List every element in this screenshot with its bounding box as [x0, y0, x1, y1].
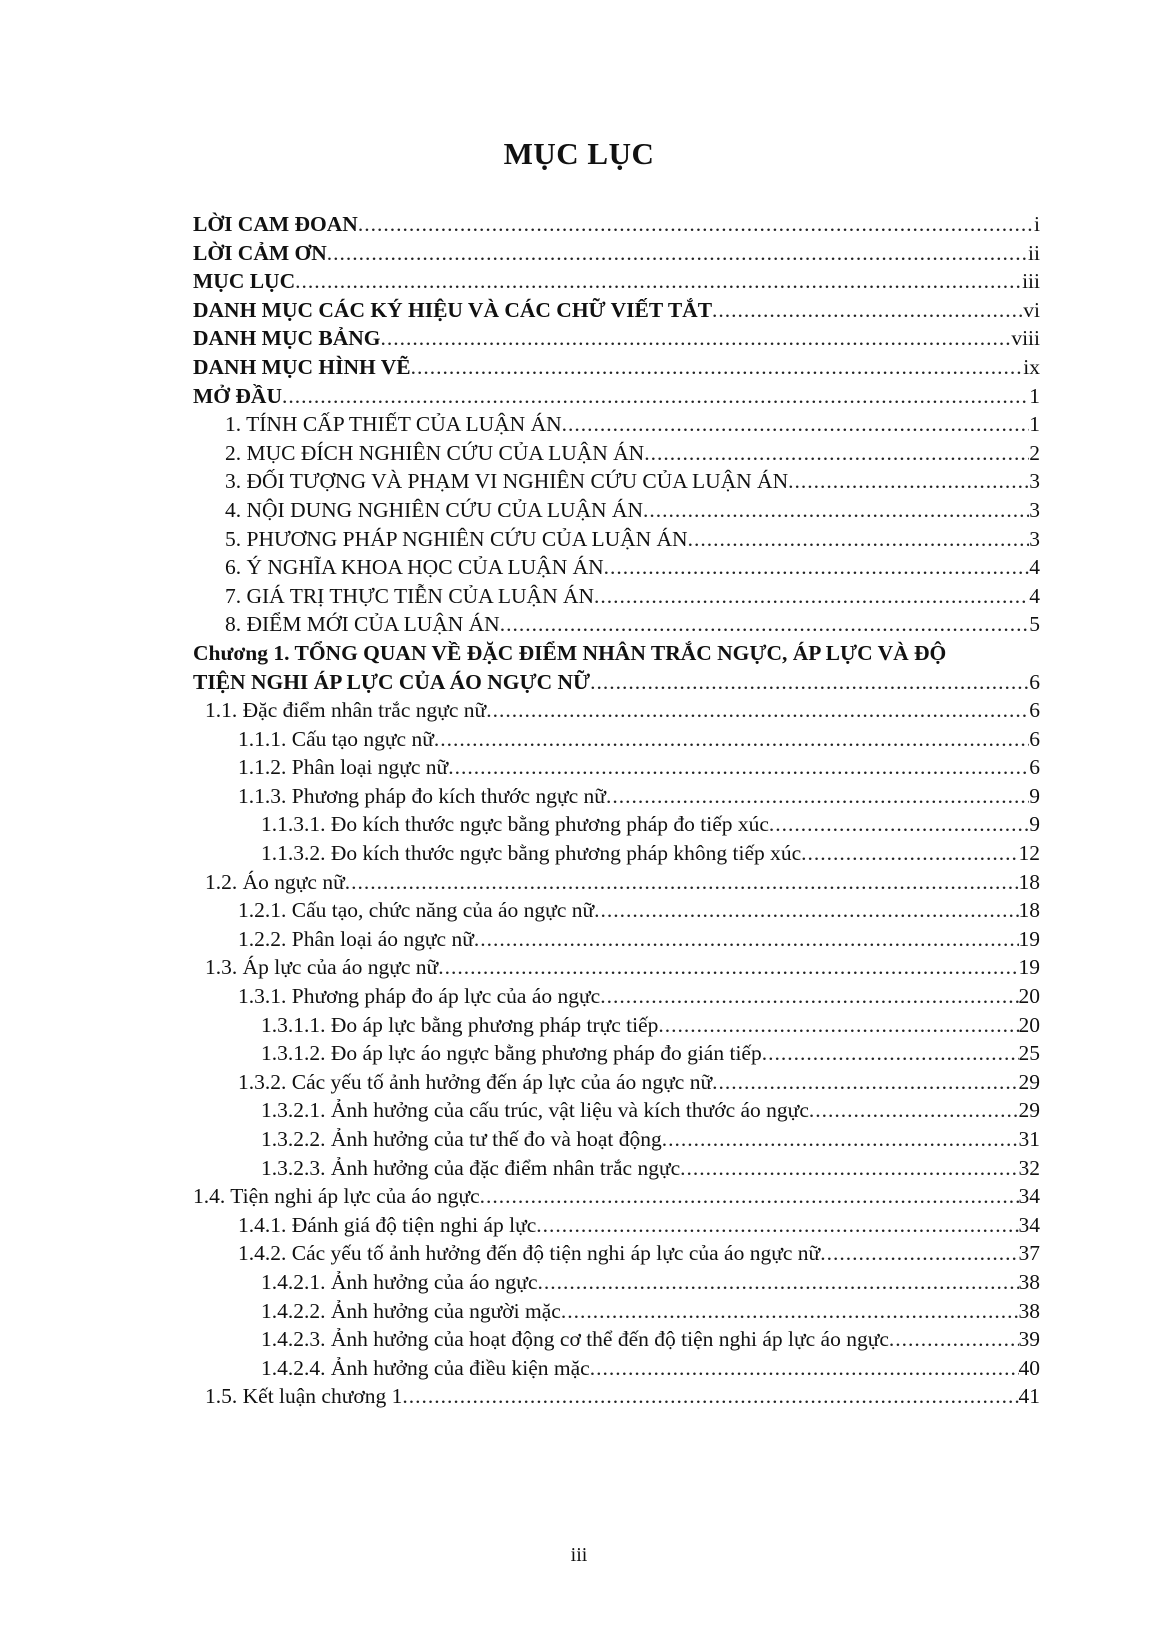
dot-leader — [809, 1098, 1019, 1123]
toc-entry[interactable] — [193, 1013, 1040, 1042]
toc-entry-page: ii — [1028, 240, 1040, 265]
toc-entry-title: 1.1. Đặc điểm nhân trắc ngực nữ — [205, 698, 487, 723]
toc-entry[interactable] — [193, 984, 1040, 1013]
dot-leader — [801, 841, 1018, 866]
dot-leader — [658, 1013, 1018, 1038]
toc-entry[interactable] — [193, 469, 1040, 498]
toc-entry-title: 1.4.2.1. Ảnh hưởng của áo ngực — [261, 1269, 538, 1294]
toc-entry-title: DANH MỤC CÁC KÝ HIỆU VÀ CÁC CHỮ VIẾT TẮT — [193, 297, 713, 322]
dot-leader — [594, 584, 1029, 609]
toc-entry-title: LỜI CẢM ƠN — [193, 240, 327, 265]
page-number: iii — [570, 1544, 588, 1566]
chapter-heading-line2[interactable] — [193, 670, 1040, 699]
chapter-heading-text: TIỆN NGHI ÁP LỰC CỦA ÁO NGỰC NỮ — [193, 669, 591, 694]
toc-entry-page: i — [1034, 212, 1040, 236]
toc-entry-page: 1 — [1029, 383, 1040, 408]
toc-entry-page: 18 — [1018, 898, 1040, 923]
toc-entry-page: 39 — [1018, 1327, 1040, 1352]
dot-leader — [480, 1184, 1019, 1209]
chapter-heading-line1: Chương 1. TỔNG QUAN VỀ ĐẶC ĐIỂM NHÂN TRẮC NGỰC, ÁP LỰC VÀ ĐỘ — [193, 640, 947, 665]
toc-entry[interactable] — [193, 1241, 1040, 1270]
toc-entry-page: 25 — [1018, 1041, 1040, 1066]
dot-leader — [820, 1241, 1018, 1266]
toc-entry[interactable] — [193, 955, 1040, 984]
toc-entry-title: 1.3. Áp lực của áo ngực nữ — [205, 955, 439, 980]
toc-entry-page: 34 — [1018, 1184, 1040, 1209]
toc-entry[interactable] — [193, 298, 1040, 327]
toc-entry-page: 20 — [1018, 984, 1040, 1009]
toc-entry-page: 3 — [1029, 469, 1040, 494]
dot-leader — [594, 898, 1018, 923]
toc-entry-title: 7. GIÁ TRỊ THỰC TIỄN CỦA LUẬN ÁN — [225, 583, 595, 608]
dot-leader — [688, 527, 1030, 552]
page-title: MỤC LỤC — [503, 136, 655, 171]
toc-entry-title: 8. ĐIỂM MỚI CỦA LUẬN ÁN — [225, 612, 500, 637]
toc-entry-title: 1. TÍNH CẤP THIẾT CỦA LUẬN ÁN — [225, 412, 562, 437]
toc-entry[interactable] — [193, 241, 1040, 270]
toc-entry-title: 1.3.1.2. Đo áp lực áo ngực bằng phương pháp đo gián tiếp — [261, 1041, 762, 1066]
toc-entry-title: 1.4.1. Đánh giá độ tiện nghi áp lực — [238, 1212, 537, 1237]
dot-leader — [474, 927, 1019, 952]
toc-entry-page: 32 — [1018, 1155, 1040, 1180]
toc-entry[interactable] — [193, 898, 1040, 927]
toc-entry-page: 40 — [1018, 1355, 1040, 1380]
toc-entry-title: 1.3.2.2. Ảnh hưởng của tư thế đo và hoạt động — [261, 1127, 662, 1151]
dot-leader — [606, 784, 1029, 809]
toc-entry-title: 4. NỘI DUNG NGHIÊN CỨU CỦA LUẬN ÁN — [225, 497, 643, 522]
dot-leader — [486, 698, 1029, 723]
toc-entry-page: 19 — [1018, 955, 1040, 980]
toc-entry-page: 6 — [1029, 698, 1040, 723]
toc-entry[interactable] — [193, 1270, 1040, 1299]
toc-entry[interactable] — [193, 1213, 1040, 1242]
dot-leader — [327, 241, 1028, 266]
toc-entry-title: 1.1.2. Phân loại ngực nữ — [238, 755, 449, 780]
toc-entry-title: 1.4. Tiện nghi áp lực của áo ngực — [193, 1184, 480, 1209]
toc-entry-page: viii — [1011, 326, 1040, 351]
toc-entry[interactable] — [193, 1299, 1040, 1328]
dot-leader — [788, 469, 1029, 494]
toc-entry-title: 1.3.2.3. Ảnh hưởng của đặc điểm nhân trắc ngực — [261, 1155, 681, 1180]
toc-entry-page: vi — [1023, 297, 1040, 322]
toc-entry-page: 4 — [1029, 583, 1040, 608]
toc-entry-page: 3 — [1029, 526, 1040, 551]
toc-entry-title: 1.4.2.4. Ảnh hưởng của điều kiện mặc — [261, 1355, 590, 1380]
toc-entry-title: LỜI CAM ĐOAN — [193, 212, 358, 236]
toc-entry-page: 3 — [1029, 497, 1040, 522]
dot-leader — [500, 612, 1030, 637]
toc-entry-page: 9 — [1029, 783, 1040, 808]
toc-entry[interactable] — [193, 727, 1040, 756]
toc-entry-title: 1.1.3.1. Đo kích thước ngực bằng phương pháp đo tiếp xúc — [261, 812, 769, 837]
dot-leader — [590, 1356, 1019, 1381]
toc-entry-title: 1.2.1. Cấu tạo, chức năng của áo ngực nữ — [238, 898, 595, 923]
toc-entry[interactable] — [193, 326, 1040, 355]
dot-leader — [411, 355, 1024, 380]
dot-leader — [448, 755, 1029, 780]
toc-entry-title: MỤC LỤC — [193, 269, 296, 294]
toc-entry-page: 6 — [1029, 755, 1040, 780]
dot-leader — [538, 1270, 1019, 1295]
toc-entry[interactable] — [193, 1041, 1040, 1070]
toc-entry-page: ix — [1023, 354, 1040, 379]
toc-entry[interactable] — [193, 441, 1040, 470]
toc-entry-title: DANH MỤC BẢNG — [193, 326, 381, 351]
dot-leader — [680, 1156, 1018, 1181]
dot-leader — [600, 984, 1018, 1009]
toc-entry-title: 1.1.1. Cấu tạo ngực nữ — [238, 726, 434, 751]
toc-front-matter — [193, 212, 1040, 641]
toc-entry[interactable] — [193, 698, 1040, 727]
toc-entry[interactable] — [193, 784, 1040, 813]
toc-entry[interactable] — [193, 1327, 1040, 1356]
toc-entry[interactable] — [193, 355, 1040, 384]
dot-leader — [561, 1299, 1019, 1324]
dot-leader — [762, 1041, 1019, 1066]
toc-entry[interactable] — [193, 1384, 1040, 1413]
toc-entry[interactable] — [193, 584, 1040, 613]
toc-entry[interactable] — [193, 212, 1040, 241]
toc-entry[interactable] — [193, 927, 1040, 956]
dot-leader — [295, 269, 1022, 294]
toc-entry-page: 38 — [1018, 1298, 1040, 1323]
toc-entry-title: 3. ĐỐI TƯỢNG VÀ PHẠM VI NGHIÊN CỨU CỦA LUẬN ÁN — [225, 469, 789, 494]
toc-entry[interactable] — [193, 412, 1040, 441]
toc-entry[interactable] — [193, 269, 1040, 298]
dot-leader — [358, 212, 1034, 237]
toc-entry-title: 1.1.3.2. Đo kích thước ngực bằng phương pháp không tiếp xúc — [261, 841, 802, 866]
dot-leader — [662, 1127, 1019, 1152]
toc-entry-title: 1.3.1.1. Đo áp lực bằng phương pháp trực tiếp — [261, 1012, 659, 1037]
toc-entry-title: 1.1.3. Phương pháp đo kích thước ngực nữ — [238, 783, 606, 808]
toc-entry-page: 37 — [1018, 1241, 1040, 1266]
toc-entry-page: 2 — [1029, 440, 1040, 465]
dot-leader — [345, 870, 1019, 895]
toc-entry[interactable] — [193, 1356, 1040, 1385]
toc-entry-page: 41 — [1018, 1384, 1040, 1409]
toc-entry-title: 5. PHƯƠNG PHÁP NGHIÊN CỨU CỦA LUẬN ÁN — [225, 526, 688, 551]
toc-chapter-entries — [193, 698, 1040, 1413]
toc-entry-page: 31 — [1018, 1127, 1040, 1151]
toc-entry[interactable] — [193, 555, 1040, 584]
toc-entry-page: iii — [1022, 269, 1040, 294]
dot-leader — [889, 1327, 1019, 1352]
toc-entry[interactable] — [193, 755, 1040, 784]
toc-entry-page: 5 — [1029, 612, 1040, 637]
toc-entry[interactable] — [193, 1070, 1040, 1099]
toc-entry-title: 1.3.1. Phương pháp đo áp lực của áo ngực — [238, 984, 601, 1009]
toc-entry[interactable] — [193, 812, 1040, 841]
toc-entry-title: 1.4.2.3. Ảnh hưởng của hoạt động cơ thể đến độ tiện nghi áp lực áo ngực — [261, 1327, 889, 1352]
dot-leader — [536, 1213, 1018, 1238]
dot-leader — [282, 384, 1029, 409]
toc-entry-page: 34 — [1018, 1212, 1040, 1237]
toc-entry[interactable] — [193, 498, 1040, 527]
dot-leader — [402, 1384, 1018, 1409]
dot-leader — [434, 727, 1029, 752]
toc-entry-title: 1.5. Kết luận chương 1 — [205, 1384, 403, 1409]
toc-entry-title: 1.2.2. Phân loại áo ngực nữ — [238, 926, 474, 951]
toc-entry[interactable] — [193, 870, 1040, 899]
dot-leader — [712, 298, 1023, 323]
dot-leader — [590, 670, 1029, 695]
toc-entry-page: 12 — [1018, 841, 1040, 866]
toc-entry-title: 1.4.2.2. Ảnh hưởng của người mặc — [261, 1298, 561, 1323]
toc-entry[interactable] — [193, 1156, 1040, 1185]
toc-entry-title: 2. MỤC ĐÍCH NGHIÊN CỨU CỦA LUẬN ÁN — [225, 440, 645, 465]
toc-entry[interactable] — [193, 1098, 1040, 1127]
toc-entry-title: 1.4.2. Các yếu tố ảnh hưởng đến độ tiện nghi áp lực của áo ngực nữ — [238, 1241, 821, 1266]
dot-leader — [644, 441, 1029, 466]
table-of-contents — [193, 212, 1040, 1413]
toc-entry-page: 1 — [1029, 412, 1040, 437]
toc-entry-page: 9 — [1029, 812, 1040, 837]
toc-entry[interactable] — [193, 1184, 1040, 1213]
toc-entry-title: 6. Ý NGHĨA KHOA HỌC CỦA LUẬN ÁN — [225, 555, 604, 580]
toc-entry[interactable] — [193, 527, 1040, 556]
toc-entry-page: 18 — [1018, 869, 1040, 894]
dot-leader — [712, 1070, 1018, 1095]
toc-entry-page: 19 — [1018, 926, 1040, 951]
dot-leader — [643, 498, 1029, 523]
toc-entry[interactable] — [193, 612, 1040, 641]
toc-entry-title: 1.3.2. Các yếu tố ảnh hưởng đến áp lực của áo ngực nữ — [238, 1069, 713, 1094]
dot-leader — [604, 555, 1030, 580]
toc-entry-page: 38 — [1018, 1269, 1040, 1294]
dot-leader — [438, 955, 1018, 980]
toc-entry-title: 1.2. Áo ngực nữ — [205, 869, 345, 894]
toc-entry-page: 20 — [1018, 1012, 1040, 1037]
toc-entry[interactable] — [193, 841, 1040, 870]
toc-entry-page: 4 — [1029, 555, 1040, 580]
toc-entry[interactable] — [193, 1127, 1040, 1156]
dot-leader — [769, 812, 1029, 837]
dot-leader — [381, 326, 1012, 351]
toc-entry-page: 29 — [1018, 1069, 1040, 1094]
toc-entry-page: 6 — [1029, 726, 1040, 751]
dot-leader — [562, 412, 1030, 437]
toc-entry-title: MỞ ĐẦU — [193, 383, 282, 408]
toc-entry-title: DANH MỤC HÌNH VẼ — [193, 354, 411, 379]
toc-entry-title: 1.3.2.1. Ảnh hưởng của cấu trúc, vật liệu và kích thước áo ngực — [261, 1098, 809, 1123]
toc-entry-page: 29 — [1018, 1098, 1040, 1123]
toc-entry[interactable] — [193, 384, 1040, 413]
chapter-heading-page: 6 — [1029, 669, 1040, 694]
